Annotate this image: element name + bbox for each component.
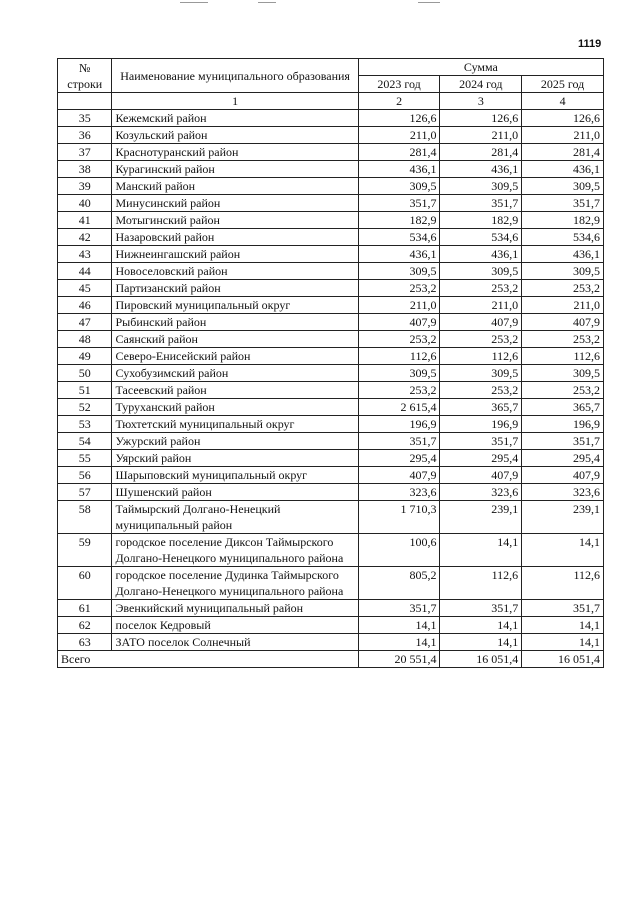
value-2025: 112,6 [522,567,604,600]
scan-artifacts [180,0,440,6]
table-row [58,331,604,348]
table-row [58,280,604,297]
row-number: 61 [58,600,112,617]
table-row [58,127,604,144]
municipality-name: Кежемский район [112,110,358,127]
value-2024: 309,5 [440,263,522,280]
row-number: 42 [58,229,112,246]
value-2023: 351,7 [358,600,440,617]
row-number-header: № строки [58,59,112,93]
value-2023: 436,1 [358,246,440,263]
value-2025: 436,1 [522,161,604,178]
value-2025: 112,6 [522,348,604,365]
municipality-name: городское поселение Диксон Таймырского Долгано-Ненецкого муниципального района [112,534,358,567]
value-2024: 253,2 [440,331,522,348]
municipality-name: Рыбинский район [112,314,358,331]
value-2024: 281,4 [440,144,522,161]
column-number: 3 [440,93,522,110]
value-2023: 196,9 [358,416,440,433]
sum-header: Сумма [358,59,603,76]
value-2024: 211,0 [440,127,522,144]
value-2023: 351,7 [358,195,440,212]
municipality-name: Тюхтетский муниципальный округ [112,416,358,433]
value-2024: 351,7 [440,600,522,617]
year-header: 2023 год [358,76,440,93]
row-number: 59 [58,534,112,567]
value-2024: 309,5 [440,178,522,195]
row-number: 57 [58,484,112,501]
value-2025: 309,5 [522,365,604,382]
value-2025: 407,9 [522,467,604,484]
table-row [58,212,604,229]
row-number: 58 [58,501,112,534]
row-number: 35 [58,110,112,127]
row-number: 41 [58,212,112,229]
municipality-name: Саянский район [112,331,358,348]
value-2025: 253,2 [522,382,604,399]
row-number: 39 [58,178,112,195]
value-2024: 196,9 [440,416,522,433]
row-number: 63 [58,634,112,651]
value-2023: 534,6 [358,229,440,246]
row-number: 43 [58,246,112,263]
table-row [58,144,604,161]
municipality-name: Таймырский Долгано-Ненецкий муниципальный район [112,501,358,534]
value-2024: 436,1 [440,246,522,263]
value-2024: 14,1 [440,634,522,651]
municipality-name: Назаровский район [112,229,358,246]
value-2025: 253,2 [522,331,604,348]
row-number: 38 [58,161,112,178]
value-2025: 351,7 [522,600,604,617]
value-2023: 211,0 [358,297,440,314]
value-2025: 323,6 [522,484,604,501]
column-numbers-row [58,93,604,110]
value-2025: 534,6 [522,229,604,246]
column-number [58,93,112,110]
municipality-name: Нижнеингашский район [112,246,358,263]
page-number: 1119 [578,38,602,50]
value-2023: 126,6 [358,110,440,127]
municipality-name: Пировский муниципальный округ [112,297,358,314]
value-2024: 112,6 [440,348,522,365]
row-number: 44 [58,263,112,280]
name-header: Наименование муниципального образования [112,59,358,93]
table-row [58,433,604,450]
value-2024: 253,2 [440,280,522,297]
table-row [58,297,604,314]
value-2025: 14,1 [522,534,604,567]
table-row [58,246,604,263]
municipality-name: Северо-Енисейский район [112,348,358,365]
row-number: 36 [58,127,112,144]
table-row [58,617,604,634]
table-row [58,110,604,127]
value-2024: 182,9 [440,212,522,229]
value-2025: 309,5 [522,178,604,195]
value-2024: 14,1 [440,534,522,567]
value-2025: 309,5 [522,263,604,280]
total-label: Всего [58,651,359,668]
value-2025: 281,4 [522,144,604,161]
value-2024: 295,4 [440,450,522,467]
value-2023: 407,9 [358,314,440,331]
municipality-name: Тасеевский район [112,382,358,399]
row-number: 45 [58,280,112,297]
table-row [58,195,604,212]
value-2023: 281,4 [358,144,440,161]
total-2024: 16 051,4 [440,651,522,668]
municipality-name: Курагинский район [112,161,358,178]
value-2025: 351,7 [522,195,604,212]
table-row [58,600,604,617]
value-2023: 1 710,3 [358,501,440,534]
row-number: 49 [58,348,112,365]
table-row [58,450,604,467]
value-2023: 309,5 [358,263,440,280]
value-2024: 309,5 [440,365,522,382]
value-2023: 100,6 [358,534,440,567]
value-2023: 309,5 [358,178,440,195]
value-2025: 239,1 [522,501,604,534]
municipality-name: Уярский район [112,450,358,467]
value-2025: 126,6 [522,110,604,127]
value-2023: 211,0 [358,127,440,144]
municipality-name: Шарыповский муниципальный округ [112,467,358,484]
value-2024: 253,2 [440,382,522,399]
value-2023: 182,9 [358,212,440,229]
value-2024: 407,9 [440,467,522,484]
row-number: 37 [58,144,112,161]
table-row [58,567,604,600]
row-number: 55 [58,450,112,467]
municipality-name: Мотыгинский район [112,212,358,229]
table-row [58,534,604,567]
table-row [58,161,604,178]
year-header: 2025 год [522,76,604,93]
municipality-name: городское поселение Дудинка Таймырского Долгано-Ненецкого муниципального района [112,567,358,600]
municipality-name: Туруханский район [112,399,358,416]
value-2025: 14,1 [522,617,604,634]
row-number: 54 [58,433,112,450]
value-2023: 14,1 [358,634,440,651]
municipality-name: Эвенкийский муниципальный район [112,600,358,617]
table-row [58,416,604,433]
municipality-name: Козульский район [112,127,358,144]
table-row [58,178,604,195]
municipality-name: Новоселовский район [112,263,358,280]
municipality-name: Шушенский район [112,484,358,501]
table-row [58,484,604,501]
table-row [58,314,604,331]
row-number: 46 [58,297,112,314]
column-number: 2 [358,93,440,110]
total-row [58,651,604,668]
value-2024: 126,6 [440,110,522,127]
row-number: 60 [58,567,112,600]
table-row [58,382,604,399]
budget-table [57,58,604,668]
municipality-name: поселок Кедровый [112,617,358,634]
value-2024: 239,1 [440,501,522,534]
value-2023: 295,4 [358,450,440,467]
row-number: 51 [58,382,112,399]
total-2023: 20 551,4 [358,651,440,668]
row-number: 47 [58,314,112,331]
row-number: 40 [58,195,112,212]
row-number: 53 [58,416,112,433]
table-row [58,229,604,246]
column-number: 4 [522,93,604,110]
value-2024: 351,7 [440,195,522,212]
municipality-name: Минусинский район [112,195,358,212]
row-number: 52 [58,399,112,416]
value-2025: 196,9 [522,416,604,433]
value-2025: 365,7 [522,399,604,416]
value-2023: 253,2 [358,382,440,399]
value-2024: 323,6 [440,484,522,501]
municipality-name: Краснотуранский район [112,144,358,161]
value-2025: 14,1 [522,634,604,651]
row-number: 50 [58,365,112,382]
table-row [58,348,604,365]
value-2025: 351,7 [522,433,604,450]
municipality-name: ЗАТО поселок Солнечный [112,634,358,651]
column-number: 1 [112,93,358,110]
value-2024: 365,7 [440,399,522,416]
municipality-name: Ужурский район [112,433,358,450]
table-row [58,263,604,280]
value-2025: 295,4 [522,450,604,467]
value-2023: 436,1 [358,161,440,178]
value-2025: 407,9 [522,314,604,331]
value-2024: 351,7 [440,433,522,450]
value-2024: 534,6 [440,229,522,246]
row-number: 56 [58,467,112,484]
value-2023: 112,6 [358,348,440,365]
row-number: 48 [58,331,112,348]
value-2025: 211,0 [522,297,604,314]
value-2024: 14,1 [440,617,522,634]
value-2025: 211,0 [522,127,604,144]
value-2024: 211,0 [440,297,522,314]
value-2024: 112,6 [440,567,522,600]
total-2025: 16 051,4 [522,651,604,668]
year-header: 2024 год [440,76,522,93]
value-2024: 407,9 [440,314,522,331]
value-2023: 14,1 [358,617,440,634]
municipality-name: Сухобузимский район [112,365,358,382]
municipality-name: Партизанский район [112,280,358,297]
value-2024: 436,1 [440,161,522,178]
table-row [58,399,604,416]
row-number: 62 [58,617,112,634]
value-2023: 309,5 [358,365,440,382]
value-2023: 351,7 [358,433,440,450]
value-2025: 436,1 [522,246,604,263]
value-2023: 805,2 [358,567,440,600]
value-2023: 323,6 [358,484,440,501]
value-2023: 2 615,4 [358,399,440,416]
table-body [58,110,604,651]
table-row [58,467,604,484]
table-row [58,634,604,651]
value-2025: 253,2 [522,280,604,297]
value-2023: 253,2 [358,331,440,348]
municipality-name: Манский район [112,178,358,195]
table-row [58,365,604,382]
table-row [58,501,604,534]
value-2023: 253,2 [358,280,440,297]
value-2025: 182,9 [522,212,604,229]
value-2023: 407,9 [358,467,440,484]
